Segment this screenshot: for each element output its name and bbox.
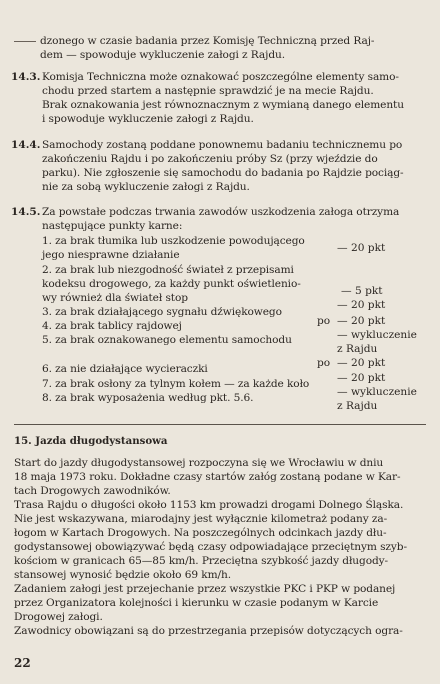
penalty-item-4-points: — 20 pkt bbox=[337, 315, 386, 327]
s14-3-line-2: chodu przed startem a następnie sprawdzić je na mecie Rajdu. bbox=[42, 85, 374, 97]
section-number-14-4: 14.4. bbox=[11, 139, 41, 151]
s14-4-line-3: parku). Nie zgłoszenie się samochodu do badania po Rajdzie pociąg- bbox=[42, 167, 404, 179]
penalty-item-6-line-1: 6. za nie działające wycieraczki bbox=[42, 363, 208, 375]
penalty-item-4-po: po bbox=[317, 315, 331, 327]
s15-line-13: Zawodnicy obowiązani są do przestrzegania przepisów dotyczących ogra- bbox=[14, 625, 403, 637]
s14-4-line-4: nie za sobą wykluczenie załogi z Rajdu. bbox=[42, 181, 250, 193]
penalty-item-5-points-cont: z Rajdu bbox=[337, 343, 378, 355]
section-number-14-3: 14.3. bbox=[11, 71, 41, 83]
penalty-item-3-points: — 20 pkt bbox=[337, 299, 386, 311]
continuation-dash bbox=[14, 41, 36, 42]
penalty-item-7-line-1: 7. za brak osłony za tylnym kołem — za każde koło bbox=[42, 378, 310, 390]
section-number-14-5: 14.5. bbox=[11, 206, 41, 218]
s15-line-3: tach Drogowych zawodników. bbox=[14, 485, 171, 497]
s15-line-10: Zadaniem załogi jest przejechanie przez wszystkie PKC i PKP w podanej bbox=[14, 583, 396, 595]
s15-line-12: Drogowej załogi. bbox=[14, 611, 103, 623]
top-line-2: dem — spowoduje wykluczenie załogi z Rajdu. bbox=[40, 49, 285, 61]
penalty-item-2-points: — 5 pkt bbox=[341, 285, 383, 297]
penalty-item-5-points: — wykluczenie bbox=[337, 329, 417, 341]
penalty-item-7-points: — 20 pkt bbox=[337, 372, 386, 384]
section-divider bbox=[14, 424, 426, 425]
s14-4-line-2: zakończeniu Rajdu i po zakończeniu próby Sz (przy wjeździe do bbox=[42, 153, 378, 165]
penalty-item-1-line-1: 1. za brak tłumika lub uszkodzenie powodującego bbox=[42, 235, 305, 247]
penalty-item-8-line-1: 8. za brak wyposażenia według pkt. 5.6. bbox=[42, 392, 254, 404]
s14-3-line-4: i spowoduje wykluczenie załogi z Rajdu. bbox=[42, 113, 254, 125]
s15-line-8: kościom w granicach 65—85 km/h. Przeciętna szybkość jazdy długody- bbox=[14, 555, 389, 567]
s14-5-intro-2: następujące punkty karne: bbox=[42, 220, 183, 232]
penalty-item-8-points-cont: z Rajdu bbox=[337, 400, 378, 412]
s15-line-2: 18 maja 1973 roku. Dokładne czasy startów załóg zostaną podane w Kar- bbox=[14, 471, 401, 483]
s15-line-1: Start do jazdy długodystansowej rozpoczyna się we Wrocławiu w dniu bbox=[14, 457, 384, 469]
s14-3-line-1: Komisja Techniczna może oznakować poszczególne elementy samo- bbox=[42, 71, 399, 83]
s14-5-intro-1: Za powstałe podczas trwania zawodów uszkodzenia załoga otrzyma bbox=[42, 206, 400, 218]
s15-line-9: stansowej wynosić będzie około 69 km/h. bbox=[14, 569, 231, 581]
penalty-item-2-line-3: wy również dla świateł stop bbox=[42, 292, 188, 304]
penalty-item-6-points: — 20 pkt bbox=[337, 357, 386, 369]
page-number: 22 bbox=[14, 656, 31, 670]
s15-line-11: przez Organizatora kolejności i kierunku w czasie podanym w Karcie bbox=[14, 597, 379, 609]
penalty-item-2-line-1: 2. za brak lub niezgodność świateł z przepisami bbox=[42, 264, 294, 276]
penalty-item-1-line-2: jego niesprawne działanie bbox=[42, 249, 180, 261]
s15-line-5: Nie jest wskazywana, miarodajny jest wyłącznie kilometraż podany za- bbox=[14, 513, 388, 525]
penalty-item-4-line-1: 4. za brak tablicy rajdowej bbox=[42, 320, 182, 332]
section-heading-15: 15. Jazda długodystansowa bbox=[14, 435, 168, 447]
penalty-item-2-line-2: kodeksu drogowego, za każdy punkt oświetlenio- bbox=[42, 278, 301, 290]
s14-4-line-1: Samochody zostaną poddane ponownemu badaniu technicznemu po bbox=[42, 139, 403, 151]
s14-3-line-3: Brak oznakowania jest równoznacznym z wymianą danego elementu bbox=[42, 99, 404, 111]
top-line-1: dzonego w czasie badania przez Komisję Techniczną przed Raj- bbox=[40, 35, 375, 47]
s15-line-4: Trasa Rajdu o długości około 1153 km prowadzi drogami Dolnego Śląska. bbox=[14, 499, 404, 511]
penalty-item-8-points: — wykluczenie bbox=[337, 386, 417, 398]
penalty-item-6-po: po bbox=[317, 357, 331, 369]
s15-line-6: łogom w Kartach Drogowych. Na poszczególnych odcinkach jazdy dłu- bbox=[14, 527, 387, 539]
penalty-item-1-points: — 20 pkt bbox=[337, 242, 386, 254]
s15-line-7: godystansowej obowiązywać będą czasy odpowiadające przeciętnym szyb- bbox=[14, 541, 407, 553]
penalty-item-5-line-1: 5. za brak oznakowanego elementu samochodu bbox=[42, 334, 292, 346]
penalty-item-3-line-1: 3. za brak działającego sygnału dźwiękowego bbox=[42, 306, 282, 318]
